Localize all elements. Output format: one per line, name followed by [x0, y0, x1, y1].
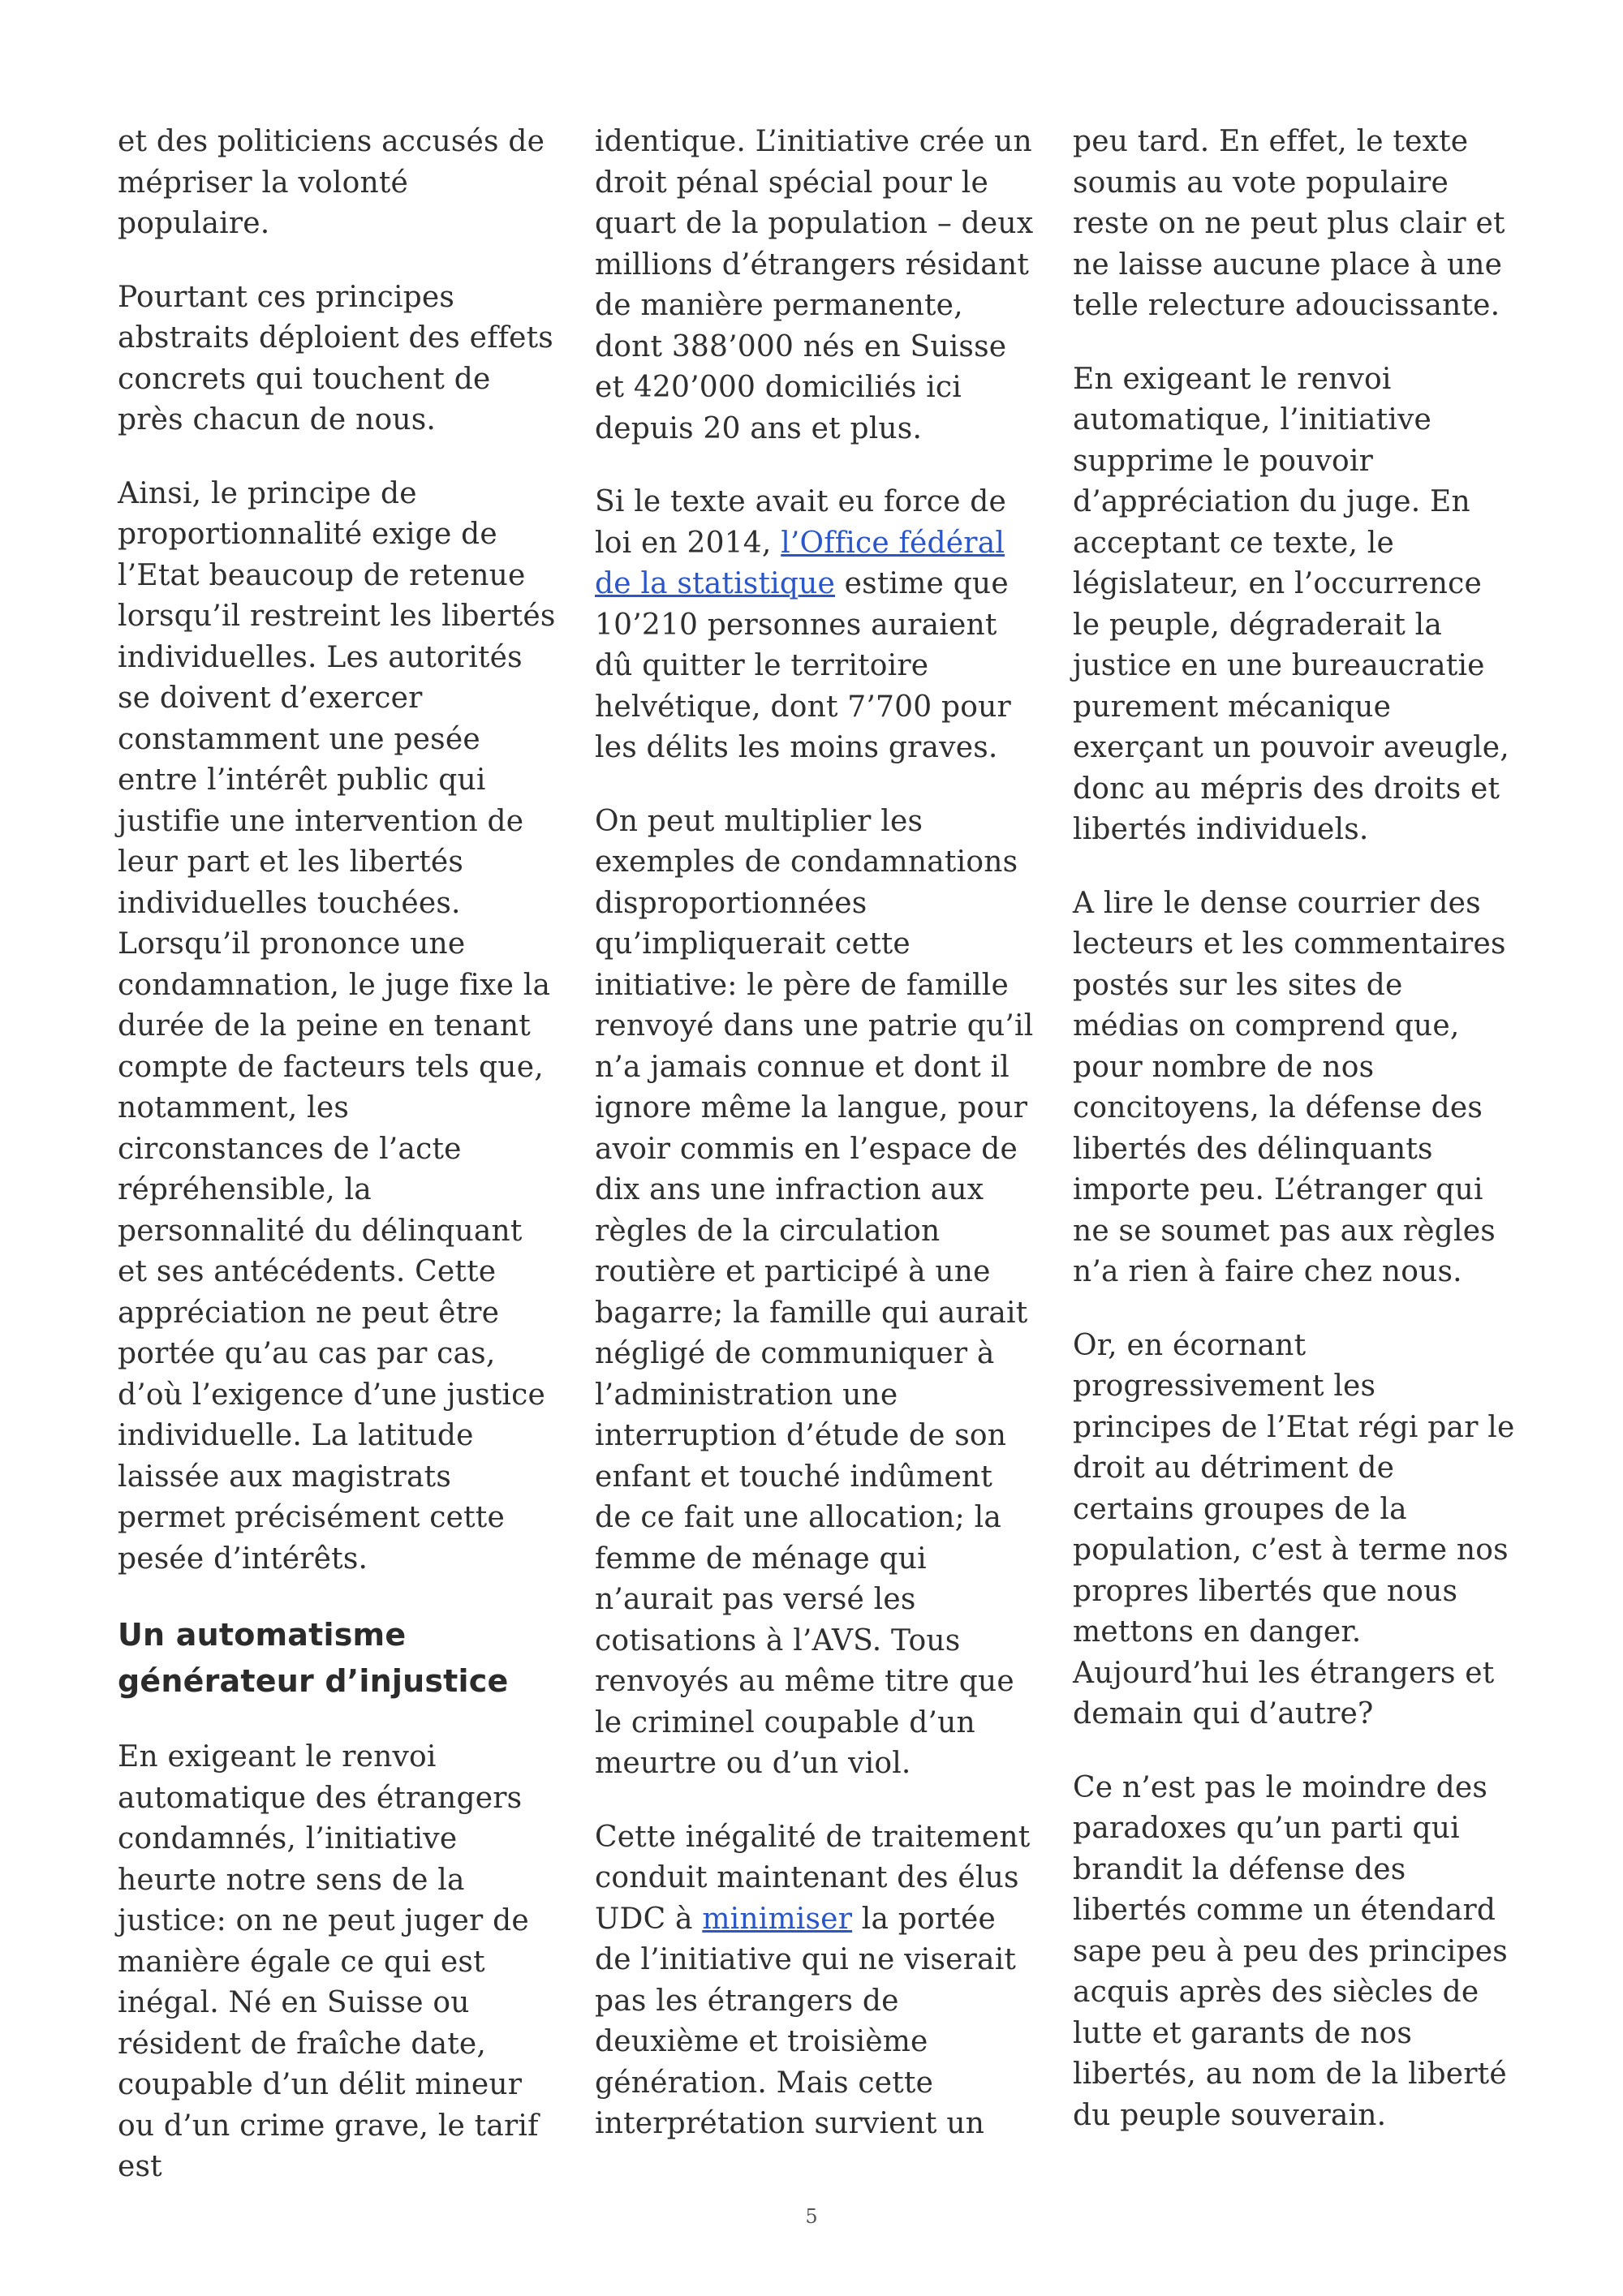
paragraph: Ce n’est pas le moindre des paradoxes qu’un parti qui brandit la défense des libertés comme un étendard sape peu à peu des principes acquis après des siècles de lutte et garants de nos libertés, au nom de la liberté du peuple souverain. — [1073, 1770, 1508, 2132]
paragraph: identique. L’initiative crée un droit pénal spécial pour le quart de la population – deux millions d’étrangers résidant de manière permanente, dont 388’000 nés en Suisse et 420’000 domiciliés ici depuis 20 ans et plus. — [595, 125, 1034, 445]
paragraph: Ainsi, le principe de proportionnalité exige de l’Etat beaucoup de retenue lorsqu’il restreint les libertés individuelles. Les autorités se doivent d’exercer constamment une pesée entre l’intérêt public qui justifie une intervention de leur part et les libertés individuelles touchées. — [118, 476, 556, 920]
statistics-office-link[interactable]: l’Office fédéral de la statistique — [595, 526, 1005, 600]
paragraph: peu tard. En effet, le texte soumis au vote populaire reste on ne peut plus clair et ne laisse aucune place à une telle relecture adoucissante. — [1073, 125, 1505, 322]
section-heading-line: Un automatisme — [118, 1617, 407, 1653]
article-column-3 — [1073, 122, 1515, 2169]
article-column-2 — [595, 122, 1037, 2178]
paragraph: On peut multiplier les exemples de condamnations disproportionnées qu’impliquerait cette initiative: le père de famille renvoyé dans une patrie qu’il n’a jamais connue et dont il ignore même la langue, pour avoir commis en l’espace de dix ans une infraction aux règles de la circulation routière et participé à une bagarre; la famille qui aurait négligé de communiquer à l’administration une interruption d’étude de son enfant et touché indûment de ce fait une allocation; la femme de ménage qui n’aurait pas versé les cotisations à l’AVS. Tous renvoyés au même titre que le criminel coupable d’un meurtre ou d’un viol. — [595, 804, 1034, 1780]
paragraph: Pourtant ces principes abstraits déploient des effets concrets qui touchent de près chacun de nous. — [118, 280, 553, 436]
paragraph: Or, en écornant progressivement les principes de l’Etat régi par le droit au détriment de certains groupes de la population, c’est à terme nos propres libertés que nous mettons en danger. Aujourd’hui les étrangers et demain qui d’autre? — [1073, 1328, 1515, 1731]
paragraph: En exigeant le renvoi automatique des étrangers condamnés, l’initiative heurte notre sens de la justice: on ne peut juger de manière égale ce qui est inégal. Né en Suisse ou résident de fraîche date, coupable d’un délit mineur ou d’un crime grave, le tarif est — [118, 1740, 539, 2183]
section-heading — [118, 1612, 560, 1705]
text: estime que 10’210 personnes auraient dû quitter le territoire helvétique, dont 7’700 pour les délits les moins graves. — [595, 567, 1011, 764]
paragraph: En exigeant le renvoi automatique, l’initiative supprime le pouvoir d’appréciation du juge. En acceptant ce texte, le législateur, en l’occurrence le peuple, dégraderait la justice en une bureaucratie purement mécanique exerçant un pouvoir aveugle, donc au mépris des droits et libertés individuels. — [1073, 362, 1509, 846]
paragraph — [595, 482, 1037, 769]
paragraph: et des politiciens accusés de mépriser la volonté populaire. — [118, 125, 545, 240]
section-heading-line: générateur d’injustice — [118, 1663, 509, 1699]
minimiser-link[interactable]: minimiser — [702, 1902, 853, 1936]
page-number: 5 — [805, 2205, 818, 2228]
article-column-1 — [118, 122, 560, 2221]
paragraph — [595, 1817, 1037, 2145]
paragraph: Lorsqu’il prononce une condamnation, le juge fixe la durée de la peine en tenant compte de facteurs tels que, notamment, les circonstances de l’acte répréhensible, la personnalité du délinquant et ses antécédents. Cette appréciation ne peut être portée qu’au cas par cas, d’où l’exigence d’une justice individuelle. La latitude laissée aux magistrats permet précisément cette pesée d’intérêts. — [118, 927, 551, 1576]
text: la portée de l’initiative qui ne viserait pas les étrangers de deuxième et troisième génération. Mais cette interprétation survient un — [595, 1902, 1017, 2140]
text: Cette inégalité de traitement conduit maintenant des élus UDC à — [595, 1820, 1031, 1936]
paragraph: A lire le dense courrier des lecteurs et les commentaires postés sur les sites de médias on comprend que, pour nombre de nos concitoyens, la défense des libertés des délinquants importe peu. L’étranger qui ne se soumet pas aux règles n’a rien à faire chez nous. — [1073, 886, 1506, 1288]
text: Si le texte avait eu force de loi en 2014, — [595, 485, 1007, 560]
